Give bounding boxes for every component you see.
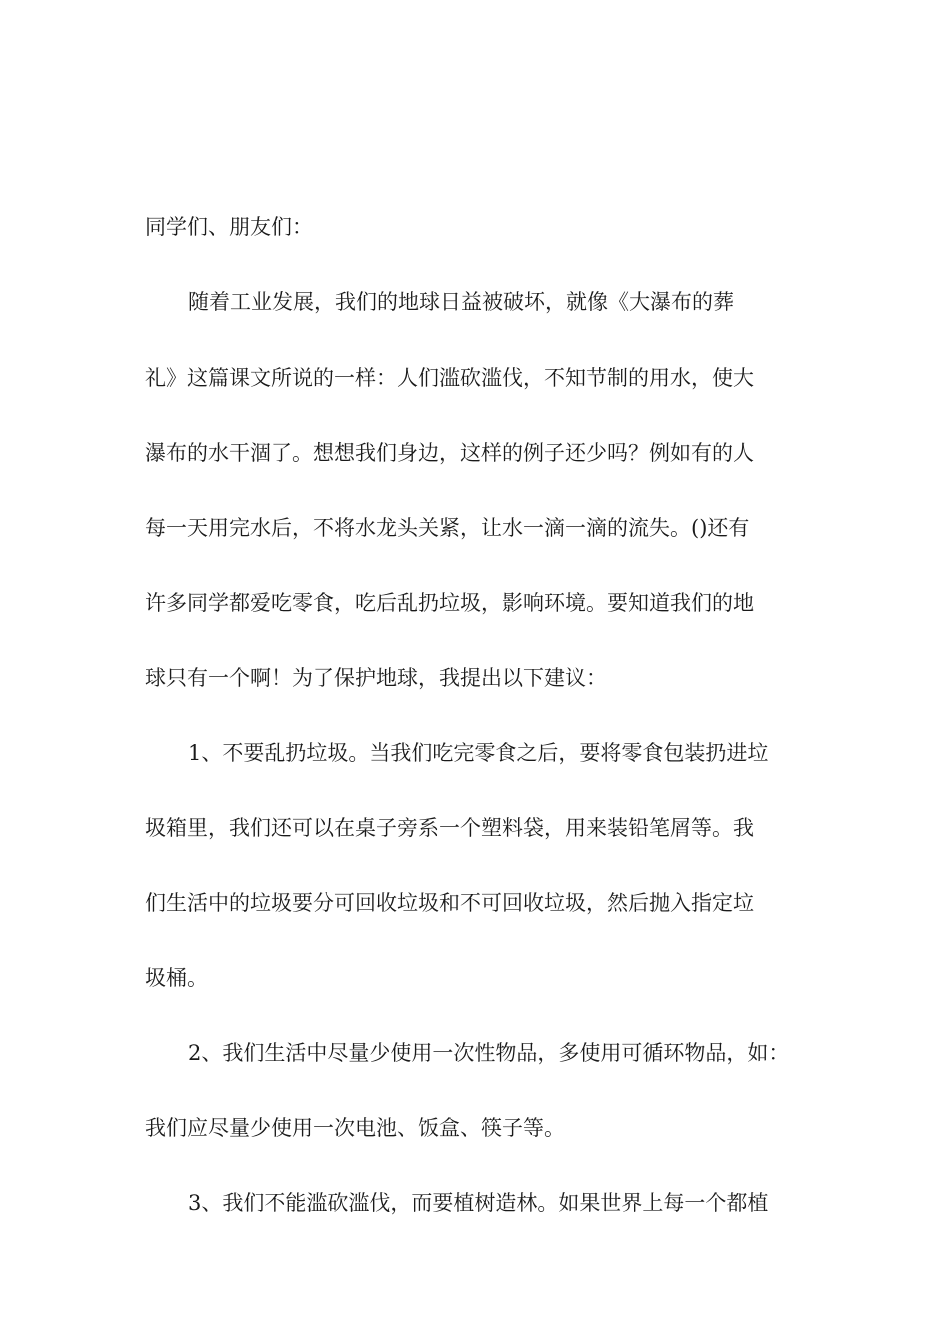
paragraph-line: 球只有一个啊！为了保护地球，我提出以下建议： xyxy=(145,666,607,690)
salutation-line: 同学们、朋友们： xyxy=(145,215,313,239)
suggestion-3-line: 3、我们不能滥砍滥伐，而要植树造林。如果世界上每一个都植 xyxy=(188,1191,769,1215)
paragraph-line: 每一天用完水后，不将水龙头关紧，让水一滴一滴的流失。()还有 xyxy=(145,516,750,540)
suggestion-1-line: 1、不要乱扔垃圾。当我们吃完零食之后，要将零食包装扔进垃 xyxy=(188,741,769,765)
paragraph-line: 随着工业发展，我们的地球日益被破坏，就像《大瀑布的葬 xyxy=(188,290,734,314)
suggestion-2-line: 我们应尽量少使用一次电池、饭盒、筷子等。 xyxy=(145,1116,565,1140)
suggestion-1-line: 圾箱里，我们还可以在桌子旁系一个塑料袋，用来装铅笔屑等。我 xyxy=(145,816,754,840)
paragraph-line: 瀑布的水干涸了。想想我们身边，这样的例子还少吗？例如有的人 xyxy=(145,441,754,465)
paragraph-line: 礼》这篇课文所说的一样：人们滥砍滥伐，不知节制的用水，使大 xyxy=(145,366,754,390)
suggestion-1-line: 圾桶。 xyxy=(145,966,208,990)
suggestion-1-line: 们生活中的垃圾要分可回收垃圾和不可回收垃圾，然后抛入指定垃 xyxy=(145,891,754,915)
paragraph-line: 许多同学都爱吃零食，吃后乱扔垃圾，影响环境。要知道我们的地 xyxy=(145,591,754,615)
suggestion-2-line: 2、我们生活中尽量少使用一次性物品，多使用可循环物品，如： xyxy=(188,1041,790,1065)
